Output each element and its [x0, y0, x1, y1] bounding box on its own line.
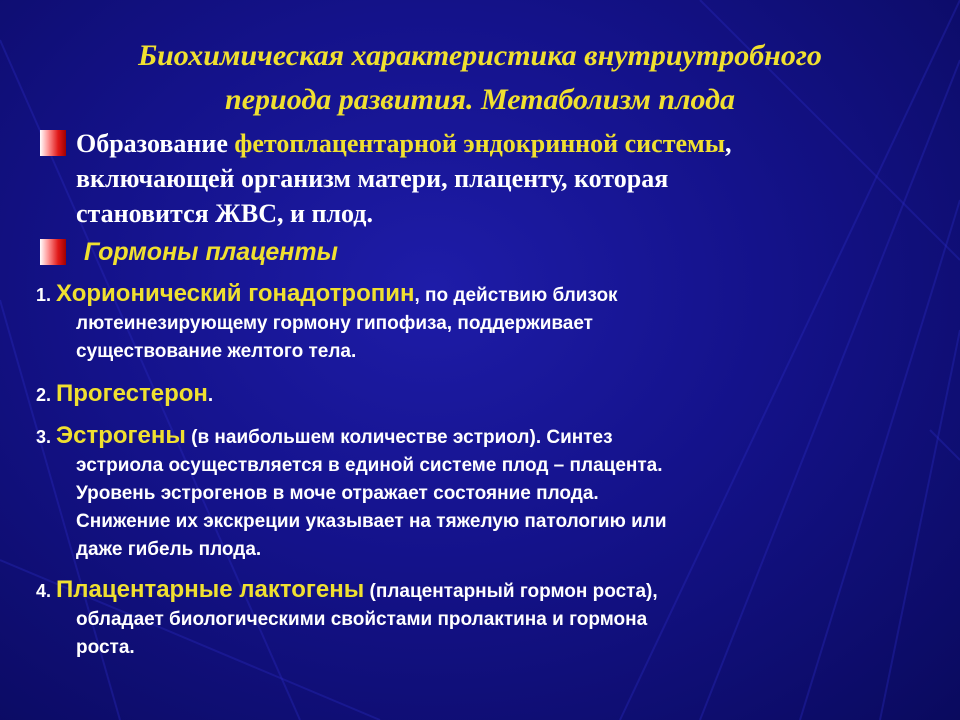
- item-number: 4.: [36, 581, 57, 601]
- item-continuation: даже гибель плода.: [76, 539, 262, 560]
- item-continuation: существование желтого тела.: [76, 341, 357, 362]
- item-key-term: Хорионический гонадотропин: [56, 280, 415, 307]
- placental-hormones-heading: Гормоны плаценты: [84, 238, 338, 266]
- list-item-placental-lactogens: [36, 576, 926, 662]
- list-item-progesterone: [36, 380, 926, 410]
- bullet-marker: [40, 130, 66, 156]
- item-text: .: [207, 385, 214, 406]
- item-continuation: Снижение их экскреции указывает на тяжелую патологию или: [76, 511, 667, 532]
- item-key-term: Эстрогены: [56, 422, 186, 449]
- bullet1-pre: Образование: [76, 129, 235, 158]
- bullet-fetoplacental-system: [76, 126, 936, 231]
- item-number: 1.: [36, 285, 57, 305]
- bullet1-highlight: фетоплацентарной эндокринной системы: [234, 129, 726, 158]
- bullet1-line2: включающей организм матери, плаценту, которая: [76, 164, 669, 193]
- item-continuation: Уровень эстрогенов в моче отражает состояние плода.: [76, 483, 599, 504]
- item-continuation: эстриола осуществляется в единой системе плод – плацента.: [76, 455, 663, 476]
- title-line-1: Биохимическая характеристика внутриутробного: [138, 39, 822, 72]
- bullet1-line3: становится ЖВС, и плод.: [76, 199, 373, 228]
- item-key-term: Плацентарные лактогены: [56, 576, 365, 603]
- title-line-2: периода развития. Метаболизм плода: [225, 83, 735, 116]
- bullet-marker: [40, 239, 66, 265]
- item-continuation: обладает биологическими свойстами пролактина и гормона: [76, 609, 648, 630]
- item-continuation: роста.: [76, 637, 135, 658]
- item-text: , по действию близок: [414, 285, 618, 306]
- item-text: (плацентарный гормон роста),: [364, 581, 658, 602]
- list-item-hcg: [36, 280, 926, 366]
- item-continuation: лютеинезирующему гормону гипофиза, поддерживает: [76, 313, 593, 334]
- item-text: (в наибольшем количестве эстриол). Синтез: [185, 427, 613, 448]
- item-key-term: Прогестерон: [56, 380, 208, 407]
- item-number: 2.: [36, 385, 57, 405]
- list-item-estrogens: [36, 422, 926, 564]
- slide-title: [20, 34, 940, 122]
- item-number: 3.: [36, 427, 57, 447]
- bullet1-post: ,: [725, 129, 732, 158]
